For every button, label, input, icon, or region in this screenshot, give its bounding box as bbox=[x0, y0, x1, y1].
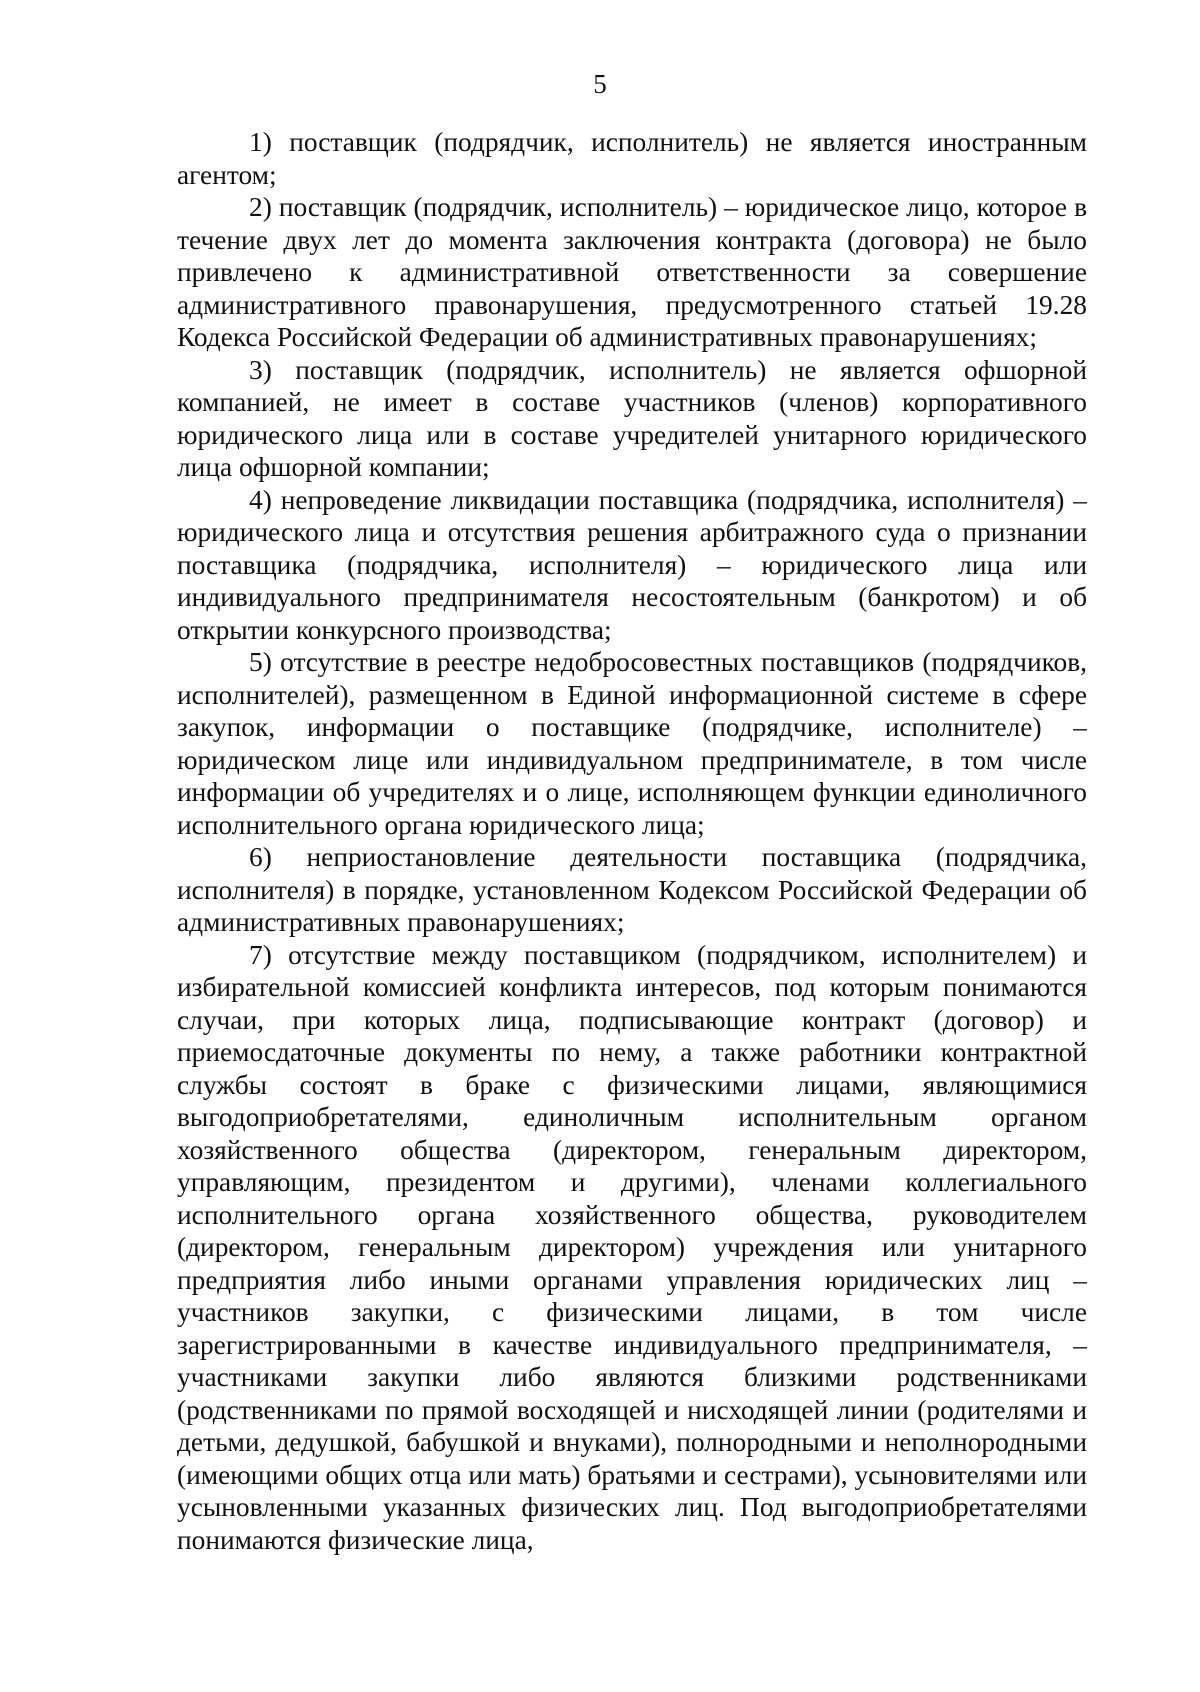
document-body bbox=[177, 126, 1087, 1556]
paragraph-item-4: 4) непроведение ликвидации поставщика (подрядчика, исполнителя) – юридического лица и отсутствия решения арбитражного суда о признании поставщика (подрядчика, исполнителя) – юридического лица или индивидуального предпринимателя несостоятельным (банкротом) и об открытии конкурсного производства; bbox=[177, 484, 1087, 645]
paragraph-item-6: 6) неприостановление деятельности поставщика (подрядчика, исполнителя) в порядке, установленном Кодексом Российской Федерации об административных правонарушениях; bbox=[177, 842, 1087, 937]
paragraph-item-1: 1) поставщик (подрядчик, исполнитель) не является иностранным агентом; bbox=[177, 127, 1087, 190]
paragraph-item-7: 7) отсутствие между поставщиком (подрядчиком, исполнителем) и избирательной комиссией конфликта интересов, под которым понимаются случаи, при которых лица, подписывающие контракт (договор) и приемосдаточные документы по нему, а также работники контрактной службы состоят в браке с физическими лицами, являющимися выгодоприобретателями, единоличным исполнительным органом хозяйственного общества (директором, генеральным директором, управляющим, президентом и другими), членами коллегиального исполнительного органа хозяйственного общества, руководителем (директором, генеральным директором) учреждения или унитарного предприятия либо иными органами управления юридических лиц – участников закупки, с физическими лицами, в том числе зарегистрированными в качестве индивидуального предпринимателя, – участниками закупки либо являются близкими родственниками (родственниками по прямой восходящей и нисходящей линии (родителями и детьми, дедушкой, бабушкой и внуками), полнородными и неполнородными (имеющими общих отца или мать) братьями и сестрами), усыновителями или усыновленными указанных физических лиц. Под выгодоприобретателями понимаются физические лица, bbox=[177, 939, 1087, 1555]
page-number: 5 bbox=[593, 69, 607, 99]
paragraph-item-5: 5) отсутствие в реестре недобросовестных поставщиков (подрядчиков, исполнителей), размещенном в Единой информационной системе в сфере закупок, информации о поставщике (подрядчике, исполнителе) – юридическом лице или индивидуальном предпринимателе, в том числе информации об учредителях и о лице, исполняющем функции единоличного исполнительного органа юридического лица; bbox=[177, 647, 1087, 840]
paragraph-item-3: 3) поставщик (подрядчик, исполнитель) не является офшорной компанией, не имеет в составе участников (членов) корпоративного юридического лица или в составе учредителей унитарного юридического лица офшорной компании; bbox=[177, 354, 1087, 482]
paragraph-item-2: 2) поставщик (подрядчик, исполнитель) – юридическое лицо, которое в течение двух лет до момента заключения контракта (договора) не было привлечено к административной ответственности за совершение административного правонарушения, предусмотренного статьей 19.28 Кодекса Российской Федерации об административных правонарушениях; bbox=[177, 192, 1087, 352]
